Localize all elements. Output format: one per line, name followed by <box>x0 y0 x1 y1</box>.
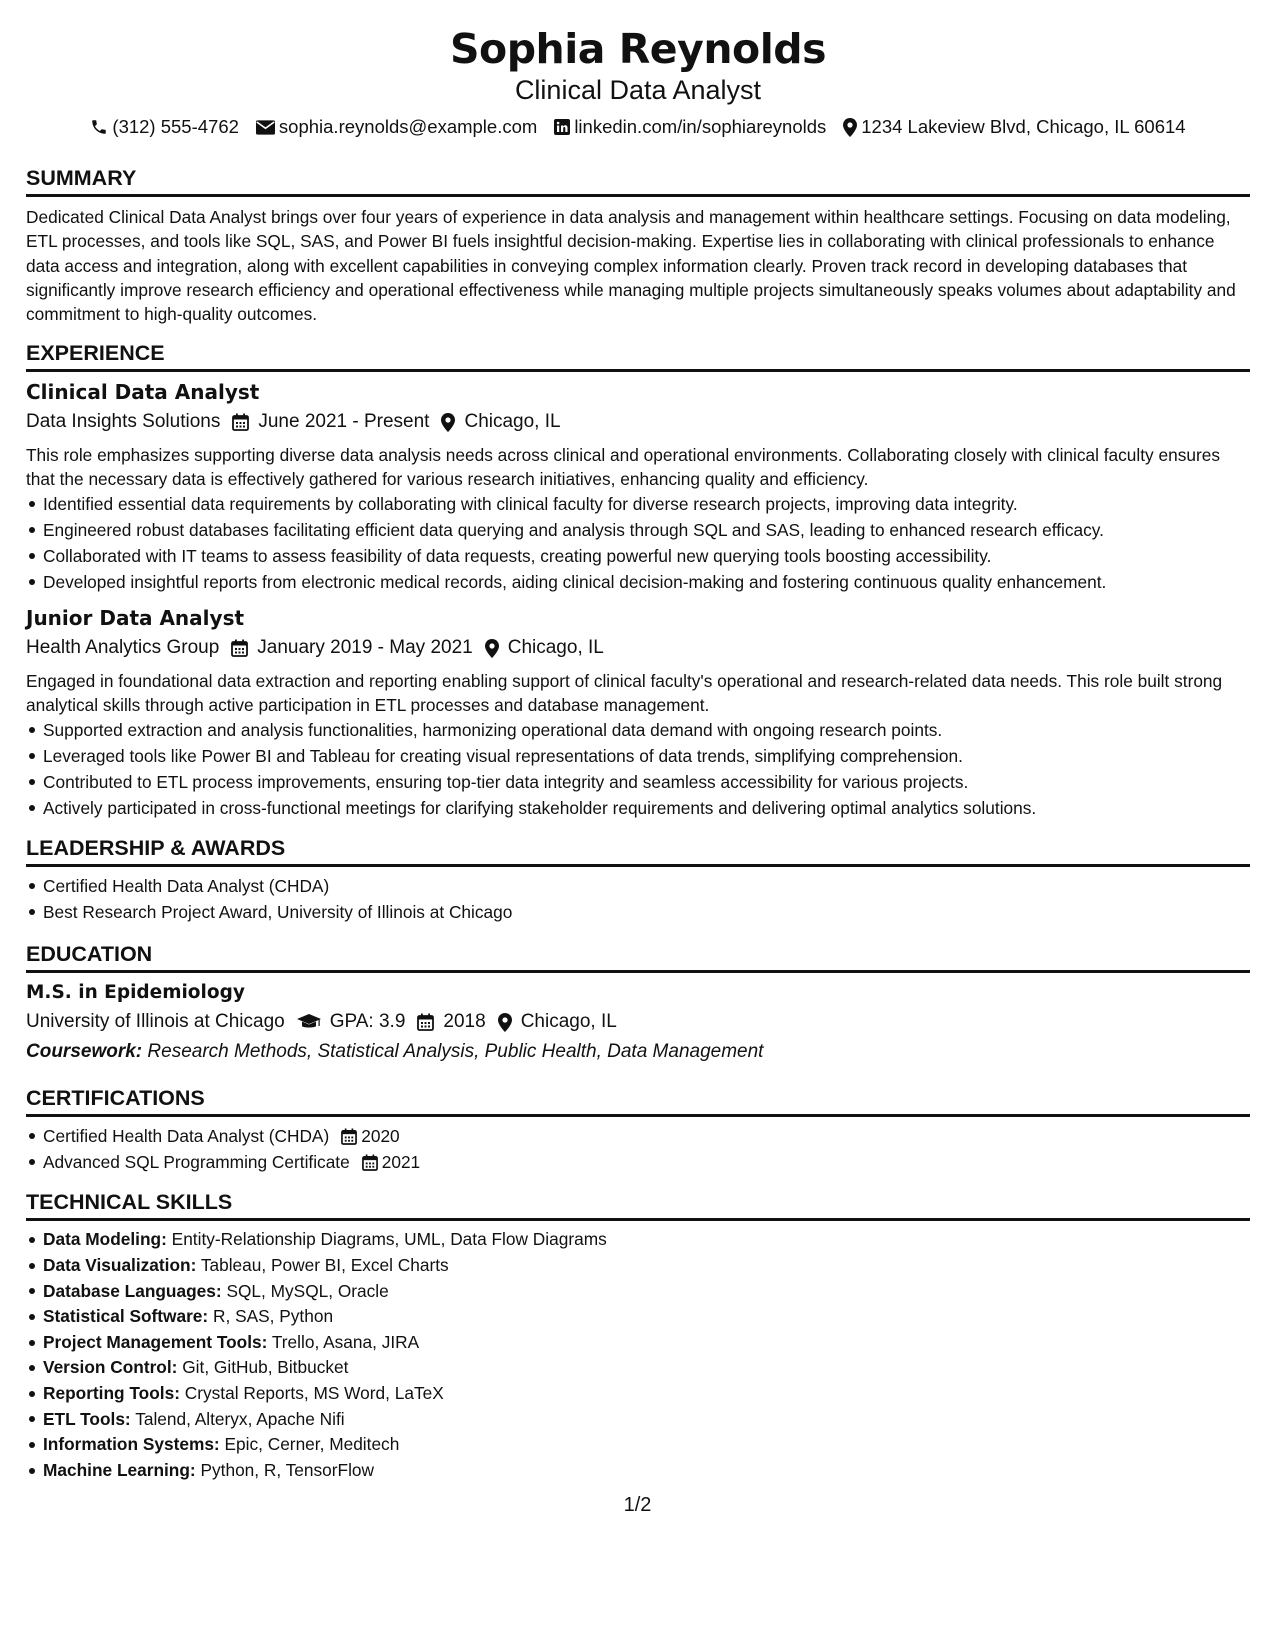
map-marker-icon <box>485 639 499 658</box>
phone-icon <box>90 118 108 136</box>
resume-page <box>26 0 1250 1483</box>
summary-text: Dedicated Clinical Data Analyst brings over four years of experience in data analysis and management within healthcare settings. Focusing on data modeling, ETL processes, and tools like SQL, SAS, and Power BI fuels insightful decision-making. Expertise lies in collaborating with clinical professionals to enhance data access and integration, along with excellent capabilities in conveying complex information clearly. Proven track record in developing databases that significantly improve research efficiency and operational effectiveness while managing multiple projects simultaneously speaks volumes about adaptability and commitment to high-quality outcomes. <box>26 207 1236 325</box>
skill-values: Tableau, Power BI, Excel Charts <box>200 1255 449 1276</box>
graduation-cap-icon <box>297 1014 321 1030</box>
contact-linkedin[interactable] <box>554 115 826 139</box>
education-section <box>26 941 1250 1065</box>
skill-values: SQL, MySQL, Oracle <box>226 1280 389 1301</box>
skill-values: Epic, Cerner, Meditech <box>224 1434 400 1455</box>
experience-section <box>26 340 1250 821</box>
job-bullet: Supported extraction and analysis functionalities, harmonizing operational data demand with ongoing research points. <box>26 717 1250 743</box>
job-bullet: Actively participated in cross-functional meetings for clarifying stakeholder requirements and delivering optimal analytics solutions. <box>26 795 1250 821</box>
coursework-label: Coursework: <box>26 1041 143 1063</box>
job-meta <box>26 635 1250 661</box>
education-heading: EDUCATION <box>26 941 1250 973</box>
coursework-text: Research Methods, Statistical Analysis, Public Health, Data Management <box>147 1041 764 1063</box>
job-location-text: Chicago, IL <box>507 637 604 659</box>
experience-heading: EXPERIENCE <box>26 340 1250 372</box>
job-location <box>441 409 560 435</box>
award-item: Best Research Project Award, University of Illinois at Chicago <box>26 899 1250 925</box>
certification-date <box>362 1149 420 1175</box>
skill-values: Trello, Asana, JIRA <box>271 1331 420 1352</box>
calendar-icon <box>232 413 249 431</box>
certification-date <box>341 1123 399 1149</box>
map-marker-icon <box>441 413 455 432</box>
job-description: This role emphasizes supporting diverse data analysis needs across clinical and operational environments. Collaborating closely with clinical faculty ensures that the necessary data is effectively gathered for various research initiatives, enhancing quality and efficiency. <box>26 445 1220 490</box>
skill-item <box>26 1227 1250 1253</box>
linkedin-icon <box>554 119 570 135</box>
job-bullet: Engineered robust databases facilitating efficient data querying and analysis through SQL and SAS, leading to enhanced research efficacy. <box>26 517 1250 543</box>
job-dates-text: January 2019 - May 2021 <box>257 637 473 659</box>
job-bullet: Identified essential data requirements by collaborating with clinical faculty for diverse research projects, improving data integrity. <box>26 491 1250 517</box>
certifications-section <box>26 1085 1250 1175</box>
skill-category: Version Control: <box>43 1357 178 1378</box>
skill-values: Python, R, TensorFlow <box>200 1459 375 1480</box>
education-gpa <box>297 1009 406 1035</box>
job-dates <box>231 635 472 661</box>
skill-category: Project Management Tools: <box>43 1331 268 1352</box>
skill-item <box>26 1407 1250 1433</box>
job-bullet: Developed insightful reports from electronic medical records, aiding clinical decision-making and fostering continuous quality enhancement. <box>26 569 1250 595</box>
skill-values: Talend, Alteryx, Apache Nifi <box>135 1408 345 1429</box>
page-number: 1/2 <box>623 1494 652 1516</box>
skill-category: Database Languages: <box>43 1280 222 1301</box>
job-bullets <box>26 717 1250 821</box>
skill-item <box>26 1432 1250 1458</box>
job-description: Engaged in foundational data extraction and reporting enabling support of clinical faculty's operational and research-related data needs. This role built strong analytical skills through active participation in ETL processes and database management. <box>26 671 1223 716</box>
job-bullet: Contributed to ETL process improvements, ensuring top-tier data integrity and seamless accessibility for various projects. <box>26 769 1250 795</box>
skill-category: Reporting Tools: <box>43 1383 180 1404</box>
contact-bar <box>26 115 1250 139</box>
certification-year: 2020 <box>361 1126 400 1147</box>
education-year <box>417 1009 485 1035</box>
skill-item <box>26 1355 1250 1381</box>
calendar-icon <box>362 1154 378 1171</box>
award-item: Certified Health Data Analyst (CHDA) <box>26 873 1250 899</box>
certification-year: 2021 <box>381 1152 421 1173</box>
awards-list <box>26 873 1250 925</box>
certification-item <box>26 1149 1250 1175</box>
job-bullets <box>26 491 1250 595</box>
skill-category: Data Modeling: <box>43 1229 167 1250</box>
education-school: University of Illinois at Chicago <box>26 1011 285 1033</box>
skill-category: Machine Learning: <box>43 1459 196 1480</box>
skills-section <box>26 1189 1250 1483</box>
education-coursework <box>26 1039 1250 1065</box>
map-marker-icon <box>843 118 857 137</box>
skill-item <box>26 1304 1250 1330</box>
summary-section <box>26 165 1250 326</box>
job-meta <box>26 409 1250 435</box>
skill-item <box>26 1279 1250 1305</box>
envelope-icon <box>256 120 275 135</box>
skills-heading: TECHNICAL SKILLS <box>26 1189 1250 1221</box>
candidate-name: Sophia Reynolds <box>450 25 826 73</box>
job-dates-text: June 2021 - Present <box>258 411 430 433</box>
job-entry <box>26 605 1250 821</box>
skill-values: R, SAS, Python <box>213 1306 334 1327</box>
calendar-icon <box>341 1128 357 1145</box>
skill-category: Data Visualization: <box>43 1255 197 1276</box>
job-location-text: Chicago, IL <box>464 411 561 433</box>
calendar-icon <box>231 639 248 657</box>
contact-email[interactable] <box>256 115 537 139</box>
education-meta <box>26 1009 1250 1035</box>
education-gpa-text: GPA: 3.9 <box>329 1011 406 1033</box>
email-text: sophia.reynolds@example.com <box>278 116 538 137</box>
skill-category: Information Systems: <box>43 1434 220 1455</box>
skill-item <box>26 1458 1250 1484</box>
education-year-text: 2018 <box>443 1011 486 1033</box>
job-entry <box>26 379 1250 595</box>
job-bullet: Leveraged tools like Power BI and Tableau for creating visual representations of data trends, simplifying comprehension. <box>26 743 1250 769</box>
map-marker-icon <box>498 1013 512 1032</box>
skills-list <box>26 1227 1250 1483</box>
certification-item <box>26 1123 1250 1149</box>
certifications-list <box>26 1123 1250 1175</box>
skill-category: Statistical Software: <box>43 1306 209 1327</box>
certification-name: Certified Health Data Analyst (CHDA) <box>43 1126 330 1147</box>
skill-item <box>26 1381 1250 1407</box>
skill-values: Crystal Reports, MS Word, LaTeX <box>184 1383 444 1404</box>
summary-heading: SUMMARY <box>26 165 1250 197</box>
certification-name: Advanced SQL Programming Certificate <box>43 1152 350 1173</box>
address-text: 1234 Lakeview Blvd, Chicago, IL 60614 <box>861 116 1186 137</box>
skill-values: Entity-Relationship Diagrams, UML, Data Flow Diagrams <box>171 1229 607 1250</box>
skill-item <box>26 1330 1250 1356</box>
calendar-icon <box>417 1013 434 1031</box>
skill-values: Git, GitHub, Bitbucket <box>182 1357 349 1378</box>
education-degree: M.S. in Epidemiology <box>26 982 245 1004</box>
education-location <box>498 1009 617 1035</box>
linkedin-text: linkedin.com/in/sophiareynolds <box>574 116 827 137</box>
job-title: Clinical Data Analyst <box>26 380 260 405</box>
contact-phone[interactable] <box>90 115 239 139</box>
candidate-title: Clinical Data Analyst <box>514 75 762 105</box>
skill-item <box>26 1253 1250 1279</box>
job-company: Health Analytics Group <box>26 637 220 659</box>
job-bullet: Collaborated with IT teams to assess feasibility of data requests, creating powerful new querying tools boosting accessibility. <box>26 543 1250 569</box>
education-location-text: Chicago, IL <box>520 1011 617 1033</box>
job-title: Junior Data Analyst <box>26 606 245 631</box>
job-dates <box>232 409 429 435</box>
job-company: Data Insights Solutions <box>26 411 221 433</box>
certifications-heading: CERTIFICATIONS <box>26 1085 1250 1117</box>
contact-address <box>843 115 1185 139</box>
job-location <box>485 635 604 661</box>
awards-heading: LEADERSHIP & AWARDS <box>26 835 1250 867</box>
skill-category: ETL Tools: <box>43 1408 131 1429</box>
phone-text: (312) 555-4762 <box>112 116 239 137</box>
awards-section <box>26 835 1250 925</box>
resume-header <box>26 24 1250 139</box>
